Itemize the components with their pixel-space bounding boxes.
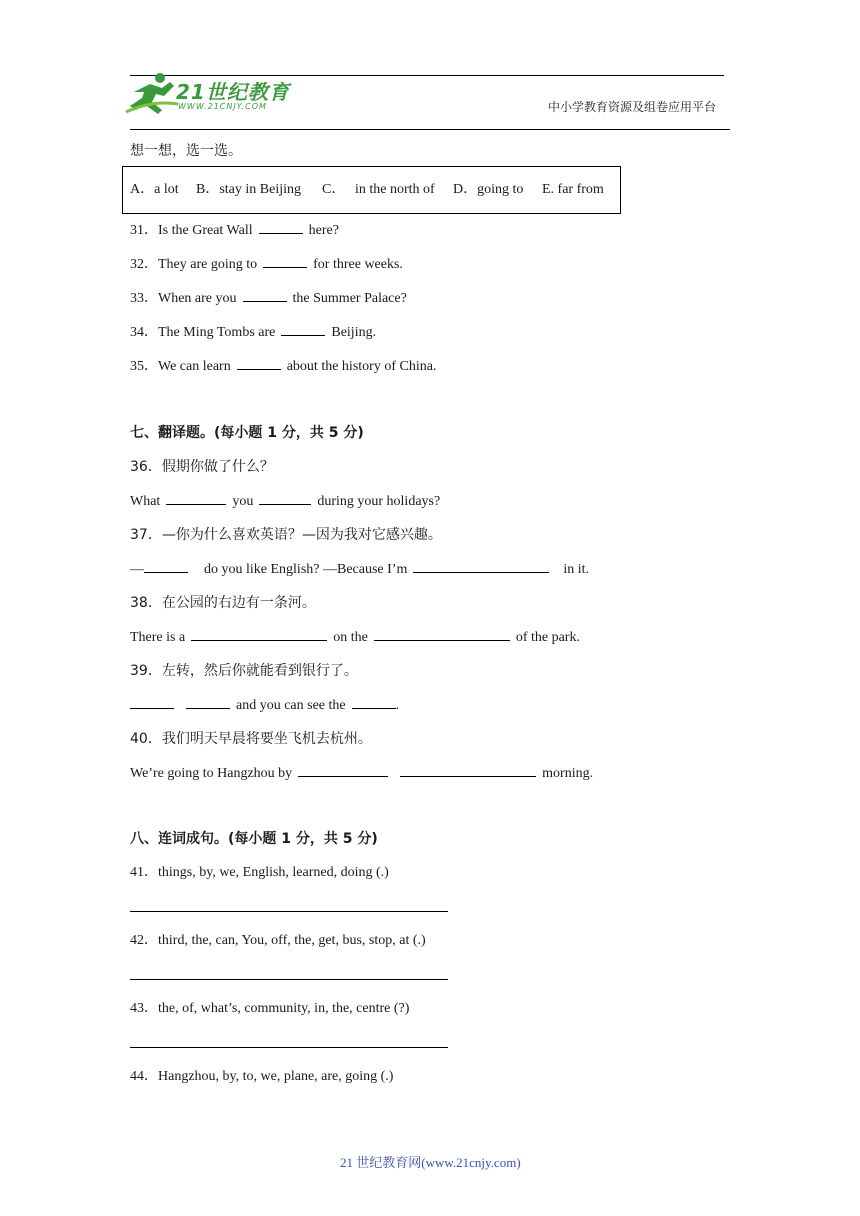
option-e: E. far from xyxy=(542,182,604,197)
question-34: 34．The Ming Tombs are Beijing. xyxy=(130,325,377,340)
question-31: 31．Is the Great Wall here? xyxy=(130,223,339,238)
question-36-english: What you during your holidays? xyxy=(130,494,441,509)
question-39-chinese: 39．左转，然后你就能看到银行了。 xyxy=(130,663,358,679)
answer-blank[interactable] xyxy=(237,357,281,370)
answer-blank[interactable] xyxy=(298,764,388,777)
question-35: 35．We can learn about the history of China. xyxy=(130,359,437,374)
answer-blank[interactable] xyxy=(263,255,307,268)
question-36-chinese: 36．假期你做了什么？ xyxy=(130,459,274,475)
question-42: 42．third, the, can, You, off, the, get, bus, stop, at (.) xyxy=(130,933,426,948)
runner-logo-icon xyxy=(124,70,180,116)
section8-title: 八、连词成句。(每小题 1 分，共 5 分) xyxy=(130,831,378,847)
section7-title: 七、翻译题。(每小题 1 分，共 5 分) xyxy=(130,425,364,441)
answer-blank[interactable] xyxy=(144,560,188,573)
question-44: 44．Hangzhou, by, to, we, plane, are, going (.) xyxy=(130,1069,394,1084)
question-37-english: — do you like English? —Because I’m in it. xyxy=(130,562,590,577)
logo xyxy=(124,70,294,118)
option-c-text: in the north of xyxy=(355,182,435,197)
answer-blank[interactable] xyxy=(259,221,303,234)
option-c: C． xyxy=(322,182,346,197)
question-40-chinese: 40．我们明天早晨将要坐飞机去杭州。 xyxy=(130,731,372,747)
logo-text: 21世纪教育 xyxy=(176,80,290,104)
answer-blank[interactable] xyxy=(413,560,549,573)
answer-blank[interactable] xyxy=(352,696,396,709)
question-32: 32．They are going to for three weeks. xyxy=(130,257,403,272)
answer-line-42[interactable] xyxy=(130,979,448,980)
question-33: 33．When are you the Summer Palace? xyxy=(130,291,407,306)
logo-url: WWW.21CNJY.COM xyxy=(178,102,267,111)
header-platform-text: 中小学教育资源及组卷应用平台 xyxy=(548,100,717,114)
section6-instruction: 想一想，选一选。 xyxy=(130,143,242,159)
question-39-english: and you can see the . xyxy=(130,696,399,715)
answer-blank[interactable] xyxy=(130,696,174,709)
answer-line-41[interactable] xyxy=(130,911,448,912)
answer-blank[interactable] xyxy=(186,696,230,709)
question-40-english: We’re going to Hangzhou by morning. xyxy=(130,766,594,781)
header-bottom-rule xyxy=(130,129,730,130)
footer-text: 21 世纪教育网(www.21cnjy.com) xyxy=(340,1155,521,1170)
answer-blank[interactable] xyxy=(281,323,325,336)
answer-blank[interactable] xyxy=(243,289,287,302)
question-41: 41．things, by, we, English, learned, doing (.) xyxy=(130,865,389,880)
option-b: B．stay in Beijing xyxy=(196,182,301,197)
answer-blank[interactable] xyxy=(191,628,327,641)
answer-blank[interactable] xyxy=(374,628,510,641)
answer-blank[interactable] xyxy=(166,492,226,505)
question-37-chinese: 37．—你为什么喜欢英语？—因为我对它感兴趣。 xyxy=(130,527,442,543)
answer-line-43[interactable] xyxy=(130,1047,448,1048)
question-38-chinese: 38．在公园的右边有一条河。 xyxy=(130,595,316,611)
answer-blank[interactable] xyxy=(259,492,311,505)
option-d: D．going to xyxy=(453,182,524,197)
question-43: 43．the, of, what’s, community, in, the, centre (?) xyxy=(130,1001,410,1016)
question-38-english: There is a on the of the park. xyxy=(130,630,580,645)
option-a: A．a lot xyxy=(130,182,179,197)
answer-blank[interactable] xyxy=(400,764,536,777)
